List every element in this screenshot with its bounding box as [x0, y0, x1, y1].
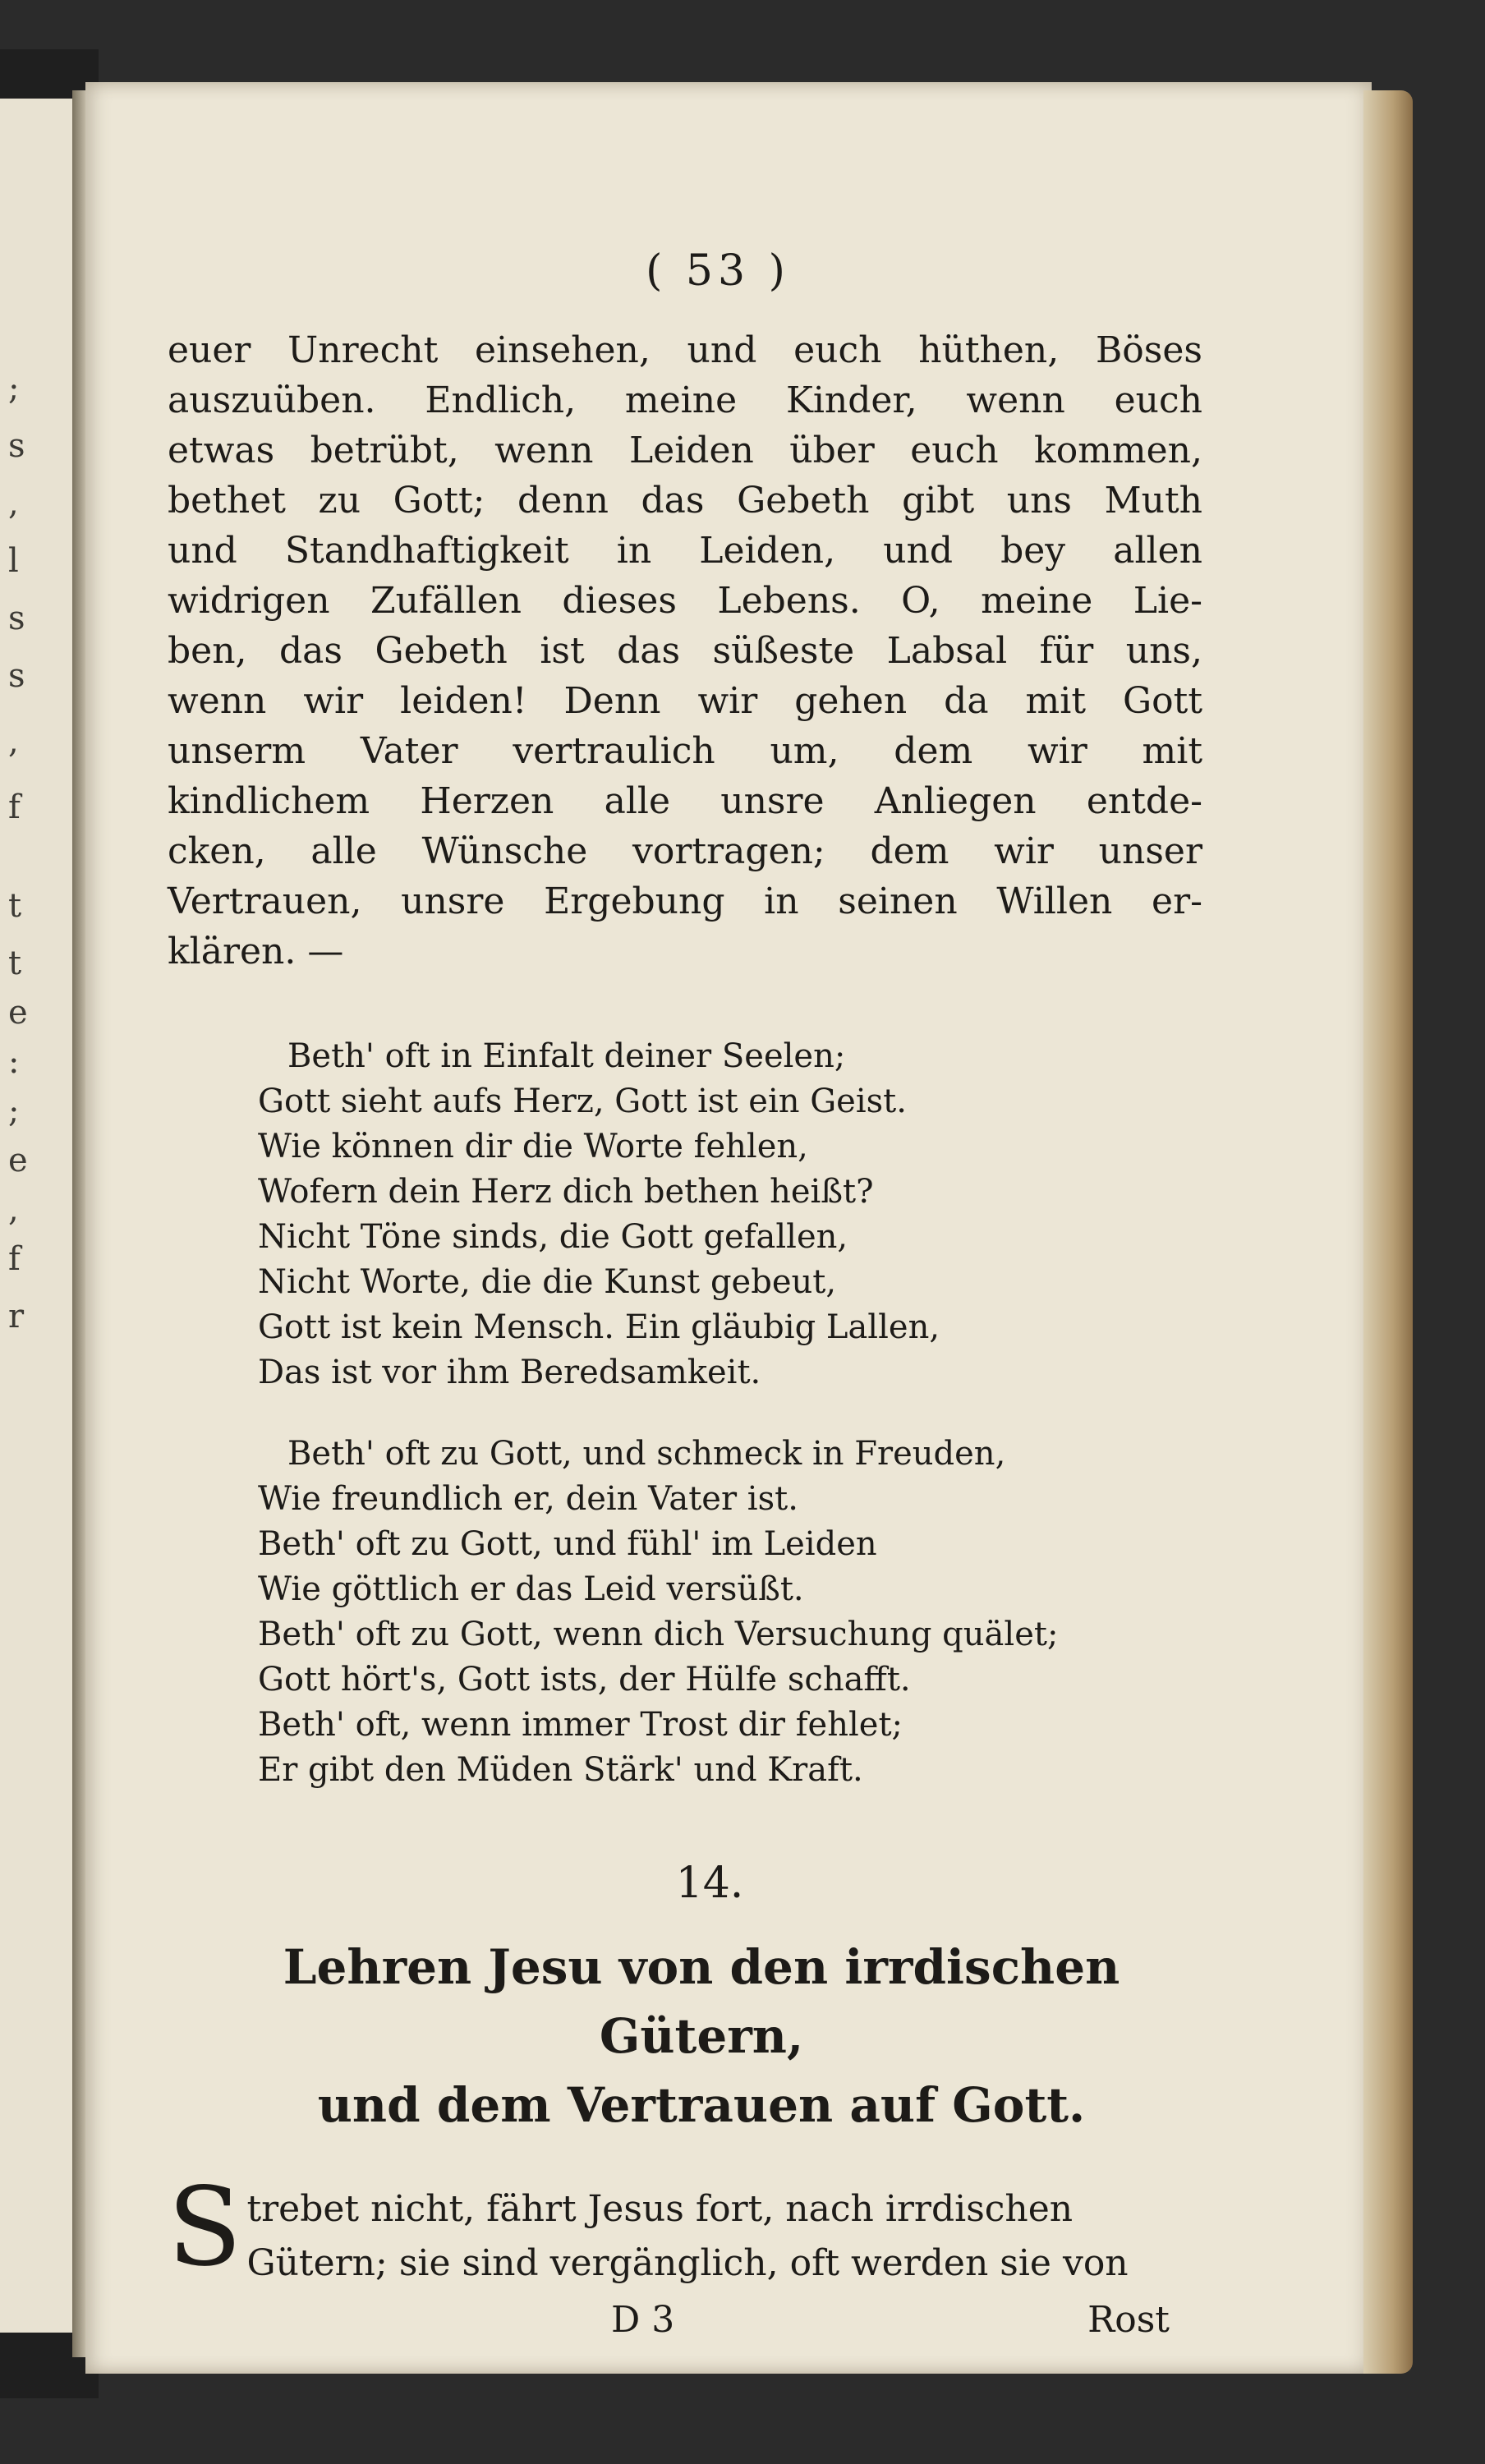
left-mark: ;	[8, 370, 20, 407]
drop-cap: S	[168, 2164, 242, 2291]
verse-line: Das ist vor ihm Beredsamkeit.	[258, 1354, 761, 1391]
page-number: ( 53 )	[646, 246, 790, 296]
poem-stanza-2	[258, 1432, 1202, 1793]
verse-line: Nicht Töne sinds, die Gott gefallen,	[258, 1218, 848, 1256]
left-mark: r	[8, 1298, 25, 1335]
left-mark: ;	[8, 1092, 20, 1130]
section-number: 14.	[675, 1859, 744, 1908]
prose-paragraph	[168, 325, 1202, 977]
verse-line: Er gibt den Müden Stärk' und Kraft.	[258, 1751, 863, 1789]
left-mark: ,	[8, 723, 19, 761]
verse-line: Beth' oft zu Gott, wenn dich Versuchung quälet;	[258, 1616, 1059, 1653]
catchword: Rost	[1087, 2299, 1170, 2341]
left-mark: s	[8, 657, 25, 695]
left-mark: f	[8, 788, 21, 826]
poem-stanza-1	[258, 1034, 1202, 1395]
prose-line: kindlichem Herzen alle unsre Anliegen entde-	[168, 780, 1202, 822]
prose-line: und Standhaftigkeit in Leiden, und bey allen	[168, 530, 1202, 572]
opening-line: trebet nicht, fährt Jesus fort, nach irrdischen	[246, 2188, 1074, 2230]
book-page	[85, 82, 1372, 2374]
section-title-line-1: Lehren Jesu von den irrdischen Gütern,	[283, 1939, 1120, 2064]
prose-line: bethet zu Gott; denn das Gebeth gibt uns Muth	[168, 480, 1202, 522]
opening-paragraph	[168, 2164, 1202, 2291]
prose-line: auszuüben. Endlich, meine Kinder, wenn euch	[168, 379, 1202, 421]
left-mark: s	[8, 600, 25, 637]
verse-line: Beth' oft in Einfalt deiner Seelen;	[287, 1037, 846, 1075]
prose-line: Vertrauen, unsre Ergebung in seinen Willen er-	[168, 880, 1202, 922]
page-content	[168, 246, 1202, 2341]
verse-line: Wie freundlich er, dein Vater ist.	[258, 1480, 798, 1518]
prose-line: cken, alle Wünsche vortragen; dem wir unser	[168, 830, 1202, 872]
page-footer	[168, 2299, 1202, 2341]
left-page-marks	[8, 99, 66, 2333]
verse-line: Gott ist kein Mensch. Ein gläubig Lallen,	[258, 1308, 940, 1346]
left-mark: f	[8, 1240, 21, 1278]
left-page-edge	[0, 99, 77, 2333]
verse-line: Beth' oft zu Gott, und schmeck in Freuden,	[287, 1435, 1006, 1473]
verse-line: Gott hört's, Gott ists, der Hülfe schafft.	[258, 1661, 911, 1699]
left-mark: t	[8, 945, 22, 982]
verse-line: Wie göttlich er das Leid versüßt.	[258, 1570, 804, 1608]
verse-line: Wie können dir die Worte fehlen,	[258, 1128, 808, 1165]
left-mark: l	[8, 542, 19, 580]
prose-line: euer Unrecht einsehen, und euch hüthen, Böses	[168, 329, 1202, 371]
prose-line: etwas betrübt, wenn Leiden über euch kommen,	[168, 430, 1202, 471]
left-mark: t	[8, 887, 22, 925]
signature-mark: D 3	[611, 2299, 675, 2341]
left-mark: e	[8, 1142, 28, 1179]
prose-line: widrigen Zufällen dieses Lebens. O, meine Lie-	[168, 580, 1202, 622]
page-edge	[1363, 90, 1413, 2374]
verse-line: Nicht Worte, die die Kunst gebeut,	[258, 1263, 837, 1301]
left-mark: s	[8, 427, 25, 465]
section-title-line-2: und dem Vertrauen auf Gott.	[317, 2077, 1086, 2133]
left-mark: ,	[8, 1191, 19, 1229]
verse-line: Beth' oft, wenn immer Trost dir fehlet;	[258, 1706, 903, 1744]
left-mark: :	[8, 1043, 20, 1081]
prose-line: wenn wir leiden! Denn wir gehen da mit Gott	[168, 680, 1202, 722]
left-mark: ,	[8, 485, 19, 522]
prose-line: ben, das Gebeth ist das süßeste Labsal für uns,	[168, 630, 1202, 672]
left-mark: e	[8, 994, 28, 1032]
prose-line: klären. —	[168, 931, 344, 972]
prose-line: unserm Vater vertraulich um, dem wir mit	[168, 730, 1202, 772]
section-title	[168, 1933, 1202, 2140]
verse-line: Wofern dein Herz dich bethen heißt?	[258, 1173, 874, 1211]
verse-line: Gott sieht aufs Herz, Gott ist ein Geist.	[258, 1083, 907, 1120]
opening-line: Gütern; sie sind vergänglich, oft werden sie von	[246, 2242, 1129, 2284]
verse-line: Beth' oft zu Gott, und fühl' im Leiden	[258, 1525, 877, 1563]
